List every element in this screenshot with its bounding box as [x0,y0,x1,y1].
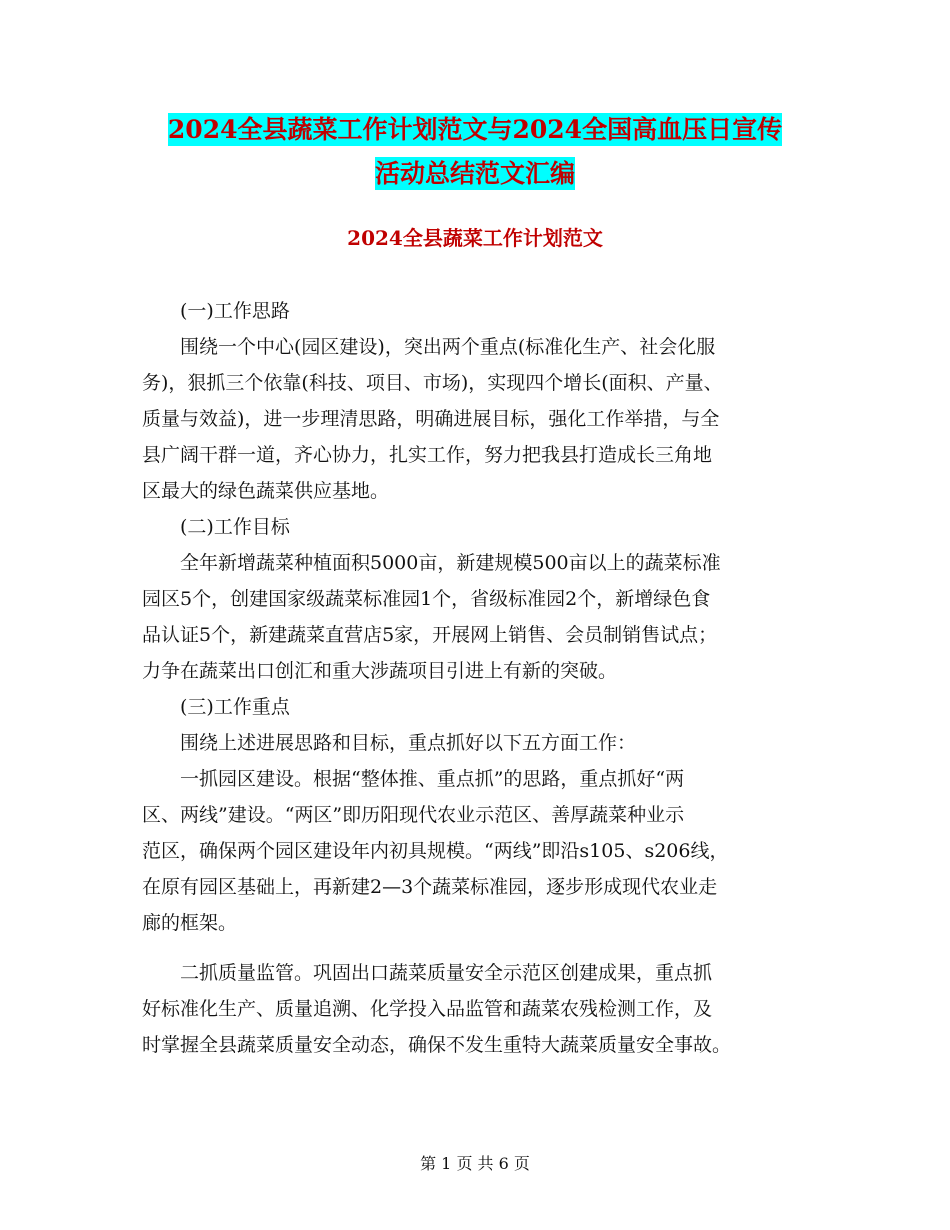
paragraph-line: 范区，确保两个园区建设年内初具规模。“两线”即沿s105、s206线， [142,840,729,862]
document-title-line-1: 2024全县蔬菜工作计划范文与2024全国高血压日宣传 [167,115,783,144]
paragraph-line: 区最大的绿色蔬菜供应基地。 [142,480,390,502]
paragraph-line: 廊的框架。 [142,912,238,934]
page-number: 第 1 页 共 6 页 [420,1154,530,1173]
paragraph-line: 县广阔干群一道，齐心协力，扎实工作，努力把我县打造成长三角地 [142,444,713,466]
paragraph-line: 区、两线”建设。“两区”即历阳现代农业示范区、善厚蔬菜种业示 [142,804,685,826]
paragraph-line: 时掌握全县蔬菜质量安全动态，确保不发生重特大蔬菜质量安全事故。 [142,1034,732,1056]
paragraph-line: 全年新增蔬菜种植面积5000亩，新建规模500亩以上的蔬菜标准 [142,552,721,574]
paragraph-line: 品认证5个，新建蔬菜直营店5家，开展网上销售、会员制销售试点； [142,624,718,646]
paragraph-line: 二抓质量监管。巩固出口蔬菜质量安全示范区创建成果，重点抓 [142,962,713,984]
section-title: 2024全县蔬菜工作计划范文 [347,226,603,250]
paragraph-line: 园区5个，创建国家级蔬菜标准园1个，省级标准园2个，新增绿色食 [142,588,711,610]
document-title-line-2: 活动总结范文汇编 [374,159,575,188]
paragraph-line: (一)工作思路 [142,300,290,322]
paragraph-line: 力争在蔬菜出口创汇和重大涉蔬项目引进上有新的突破。 [142,660,618,682]
paragraph-line: 质量与效益)，进一步理清思路，明确进展目标，强化工作举措，与全 [142,408,720,430]
paragraph-line: 务)，狠抓三个依靠(科技、项目、市场)，实现四个增长(面积、产量、 [142,372,723,394]
paragraph-line: (三)工作重点 [142,696,290,718]
paragraph-line: 一抓园区建设。根据“整体推、重点抓”的思路，重点抓好“两 [142,768,685,790]
paragraph-line: (二)工作目标 [142,516,290,538]
paragraph-line: 在原有园区基础上，再新建2—3个蔬菜标准园，逐步形成现代农业走 [142,876,718,898]
paragraph-line: 好标准化生产、质量追溯、化学投入品监管和蔬菜农残检测工作，及 [142,998,713,1020]
paragraph-line: 围绕一个中心(园区建设)，突出两个重点(标准化生产、社会化服 [142,336,716,358]
paragraph-line: 围绕上述进展思路和目标，重点抓好以下五方面工作： [142,732,637,754]
